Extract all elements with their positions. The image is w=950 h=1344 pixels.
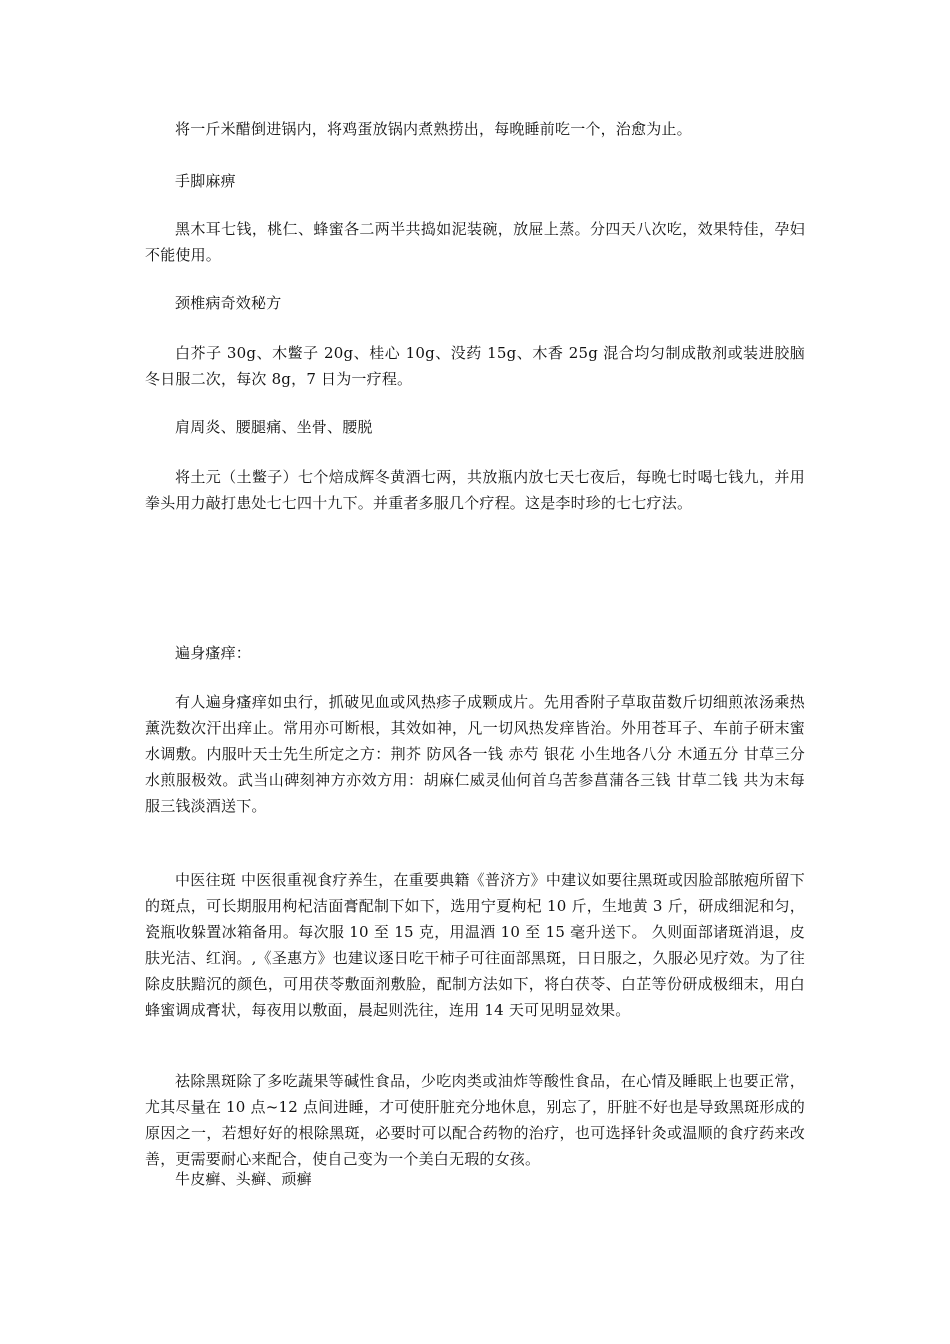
heading-cervical-spondylosis: 颈椎病奇效秘方: [175, 294, 282, 312]
paragraph-remove-spots: 中医往斑 中医很重视食疗养生，在重要典籍《普济方》中建议如要往黑斑或因脸部脓疱所留下的斑点，可长期服用枸杞洁面膏配制下如下，选用宁夏枸杞 10 斤，生地黄 3 斤，研成细泥和匀，瓷瓶收躲置冰箱备用。每次服 10 至 15 克，用温酒 10 至 15 毫升送下。 久则面部诸斑消退，皮肤光洁、红润。,《圣惠方》也建议逐日吃干柿子可往面部黑斑，日日服之，久服必见疗效。为了往除皮肤黯沉的颜色，可用茯苓敷面剂敷脸，配制方法如下，将白茯苓、白芷等份研成极细末，用白蜂蜜调成膏状，每夜用以敷面，晨起则洗往，连用 14 天可见明显效果。: [145, 871, 805, 1019]
heading-shoulder-back-pain: 肩周炎、腰腿痛、坐骨、腰脱: [175, 418, 373, 436]
paragraph-black-fungus: 黑木耳七钱，桃仁、蜂蜜各二两半共捣如泥装碗，放屉上蒸。分四天八次吃，效果特佳，孕妇不能使用。: [145, 220, 805, 264]
paragraph-dark-spot-care: 祛除黑斑除了多吃蔬果等碱性食品，少吃肉类或油炸等酸性食品，在心情及睡眠上也要正常，尤其尽量在 10 点~12 点间进睡，才可使肝脏充分地休息，别忘了，肝脏不好也是导致黑斑形成的原因之一，若想好好的根除黑斑，必要时可以配合药物的治疗，也可选择针灸或温顺的食疗药来改善，更需要耐心来配合，使自己变为一个美白无瑕的女孩。: [145, 1072, 805, 1168]
paragraph-itch-remedies: 有人遍身瘙痒如虫行，抓破见血或风热疹子成颗成片。先用香附子草取苗数斤切细煎浓汤乘热薰洗数次汗出痒止。常用亦可断根，其效如神，凡一切风热发痒皆治。外用苍耳子、车前子研末蜜水调敷。内服叶天士先生所定之方：荆芥 防风各一钱 赤芍 银花 小生地各八分 木通五分 甘草三分 水煎服极效。武当山碑刻神方亦效方用：胡麻仁威灵仙何首乌苦参菖蒲各三钱 甘草二钱 共为末每服三钱淡酒送下。: [145, 693, 805, 815]
heading-hand-foot-numbness: 手脚麻痹: [175, 172, 236, 190]
paragraph-seven-seven-therapy: 将土元（土鳖子）七个焙成辉冬黄酒七两，共放瓶内放七天七夜后，每晚七时喝七钱九，并用拳头用力敲打患处七七四十九下。并重者多服几个疗程。这是李时珍的七七疗法。: [145, 468, 805, 512]
paragraph-cervical-recipe: 白芥子 30g、木鳖子 20g、桂心 10g、没药 15g、木香 25g 混合均匀制成散剂或装进胶脑冬日服二次，每次 8g，7 日为一疗程。: [145, 344, 805, 388]
heading-psoriasis: 牛皮癣、头癣、顽癣: [175, 1170, 312, 1188]
heading-body-itch: 遍身瘙痒：: [175, 644, 252, 662]
paragraph-vinegar-egg: 将一斤米醋倒进锅内，将鸡蛋放锅内煮熟捞出，每晚睡前吃一个，治愈为止。: [175, 120, 692, 138]
